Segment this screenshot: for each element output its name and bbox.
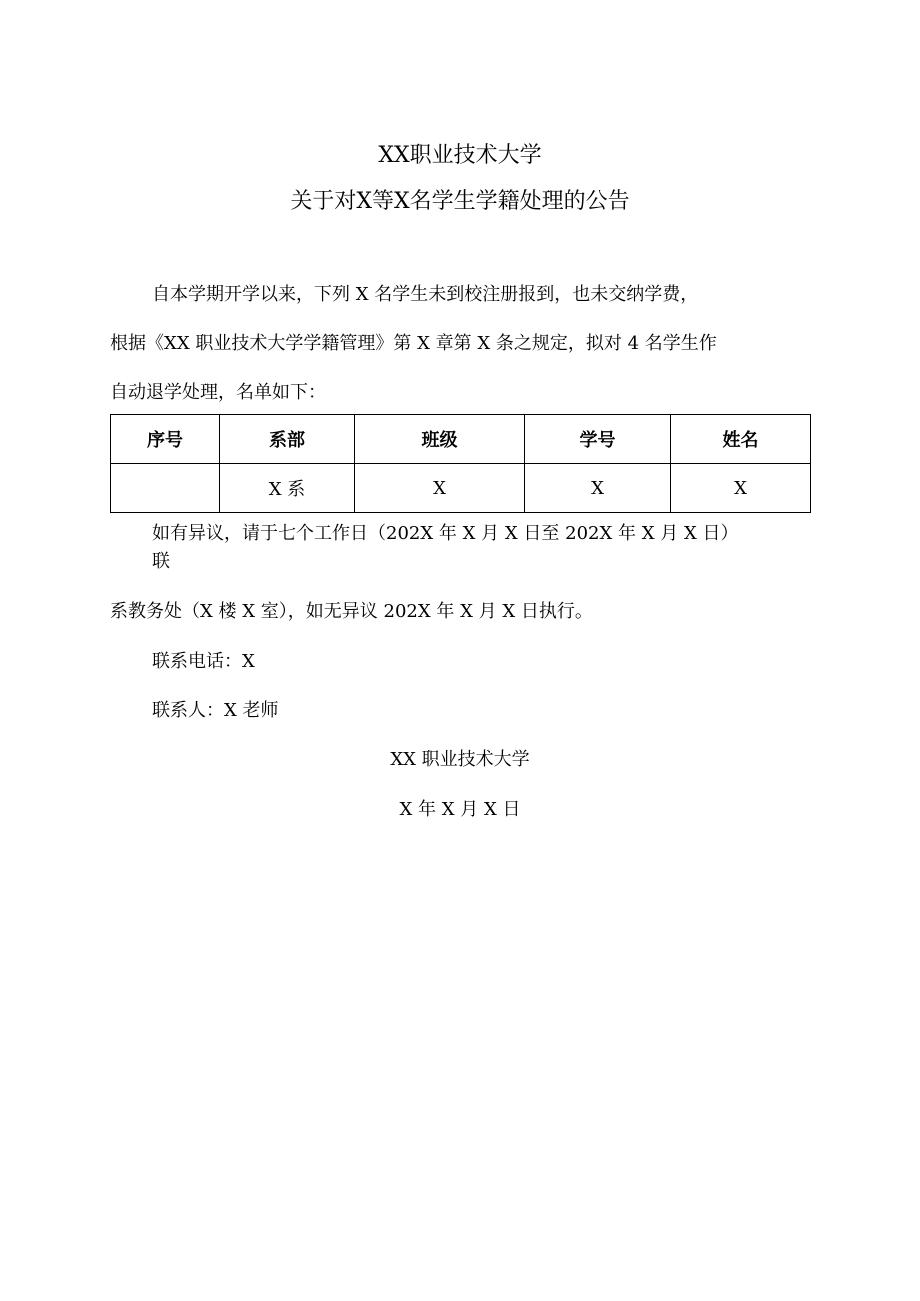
cell-index [111,464,220,513]
university-title: XX职业技术大学 [378,143,542,168]
signature-org: XX 职业技术大学 [390,749,530,770]
contact-person: 联系人：X 老师 [152,700,279,721]
col-header-class: 班级 [355,415,525,464]
cell-class: X [355,464,525,513]
table-header-row [111,415,811,464]
paragraph-line: 根据《XX 职业技术大学学籍管理》第 X 章第 X 条之规定，拟对 4 名学生作 [110,333,717,354]
paragraph-line: 如有异议，请于七个工作日（202X 年 X 月 X 日至 202X 年 X 月 X 日） [152,523,739,544]
paragraph-line: 自动退学处理，名单如下： [110,382,326,403]
table-row [111,464,811,513]
col-header-index: 序号 [111,415,220,464]
col-header-name: 姓名 [671,415,811,464]
cell-department: X 系 [220,464,355,513]
signature-date: X 年 X 月 X 日 [399,799,521,820]
student-table [110,414,811,513]
cell-student-id: X [525,464,671,513]
col-header-department: 系部 [220,415,355,464]
paragraph-line: 自本学期开学以来，下列 X 名学生未到校注册报到，也未交纳学费， [152,284,699,305]
announcement-title: 关于对X等X名学生学籍处理的公告 [290,189,630,214]
paragraph-line: 联 [152,551,170,572]
cell-name: X [671,464,811,513]
contact-phone: 联系电话：X [152,651,255,672]
paragraph-line: 系教务处（X 楼 X 室），如无异议 202X 年 X 月 X 日执行。 [110,601,593,622]
col-header-student-id: 学号 [525,415,671,464]
